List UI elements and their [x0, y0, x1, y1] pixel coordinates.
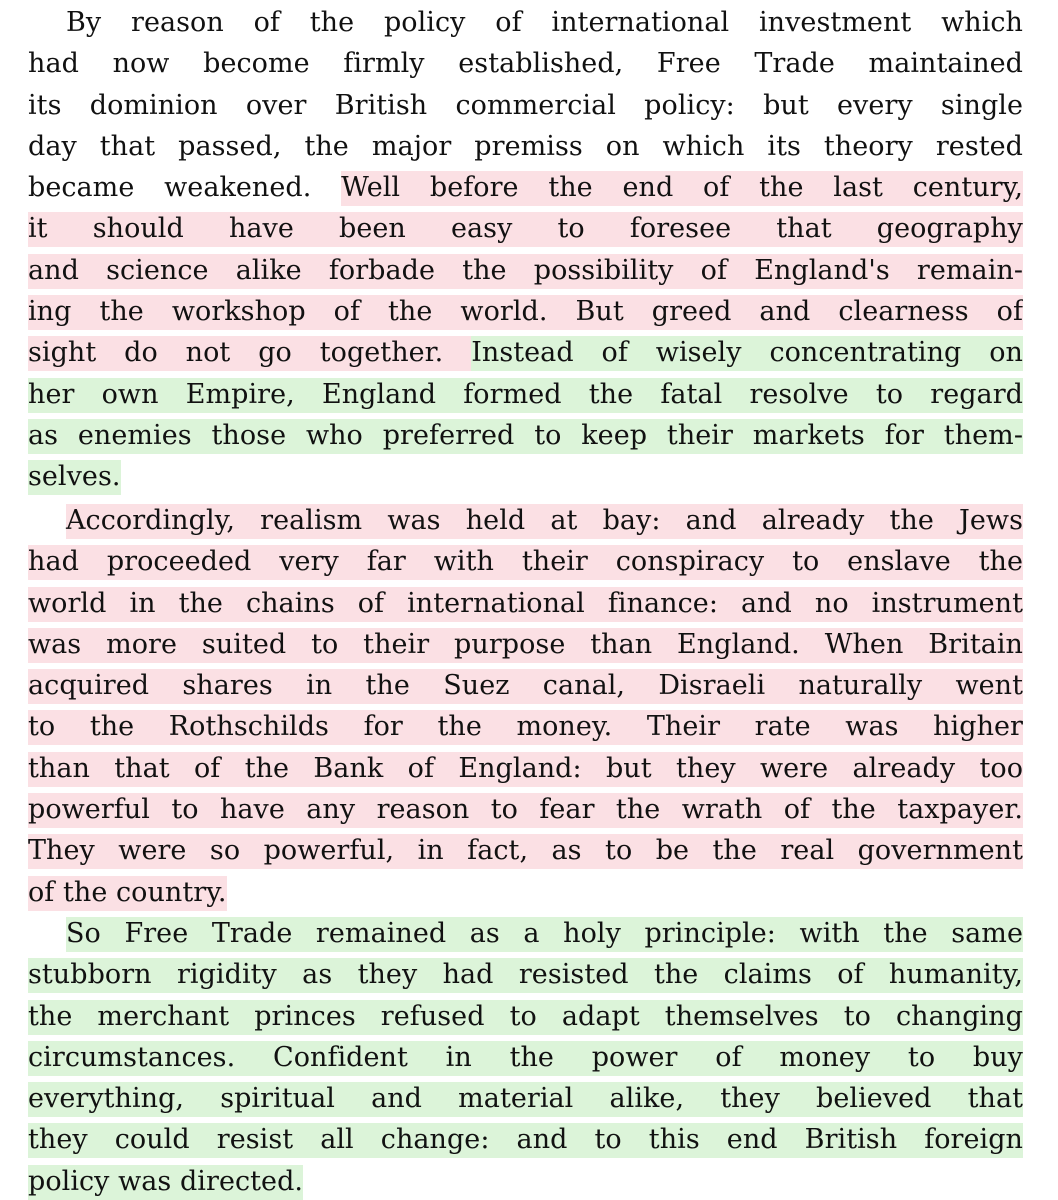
paragraph-realism-held-at-bay: [28, 500, 1023, 913]
green-highlight-segment: the merchant princes refused to adapt themselves to changing: [28, 1000, 1023, 1035]
red-highlight-segment: than that of the Bank of England: but they were already too: [28, 752, 1023, 787]
red-highlight-segment: of the country.: [28, 876, 227, 911]
text-line: [28, 291, 1023, 332]
text-line: [28, 1119, 1023, 1160]
text-line: [28, 541, 1023, 582]
line-text: [28, 789, 1023, 830]
green-highlight-segment: circumstances. Confident in the power of money to buy: [28, 1041, 1023, 1076]
text-line: [28, 126, 1023, 167]
book-page: [28, 0, 1023, 1200]
text-line: [28, 415, 1023, 456]
green-highlight-segment: stubborn rigidity as they had resisted the claims of humanity,: [28, 958, 1023, 993]
text-line: [28, 374, 1023, 415]
line-text: [28, 43, 1023, 84]
text-line: [28, 332, 1023, 373]
line-text: [28, 541, 1023, 582]
red-highlight-segment: it should have been easy to foresee that geography: [28, 212, 1023, 247]
line-text: [28, 332, 1023, 373]
green-highlight-segment: they could resist all change: and to this end British foreign: [28, 1123, 1023, 1158]
green-highlight-segment: So Free Trade remained as a holy principle: with the same: [66, 917, 1023, 952]
green-highlight-segment: her own Empire, England formed the fatal resolve to regard: [28, 378, 1023, 413]
red-highlight-segment: had proceeded very far with their conspiracy to enslave the: [28, 545, 1023, 580]
text-line: [28, 85, 1023, 126]
green-highlight-segment: everything, spiritual and material alike, they believed that: [28, 1082, 1023, 1117]
text-segment: its dominion over British commercial policy: but every single: [28, 89, 1023, 121]
line-text: [28, 624, 1023, 665]
line-text: [28, 456, 121, 497]
text-line: [28, 1161, 1023, 1200]
text-line: [28, 500, 1023, 541]
text-line: [28, 167, 1023, 208]
green-highlight-segment: selves.: [28, 460, 121, 495]
text-line: [28, 583, 1023, 624]
red-highlight-segment: powerful to have any reason to fear the wrath of the taxpayer.: [28, 793, 1023, 828]
red-highlight-segment: Accordingly, realism was held at bay: and already the Jews: [66, 504, 1023, 539]
text-line: [28, 2, 1023, 43]
text-line: [28, 208, 1023, 249]
green-highlight-segment: Instead of wisely concentrating on: [471, 336, 1023, 371]
text-segment: day that passed, the major premiss on which its theory rested: [28, 130, 1023, 162]
text-line: [28, 250, 1023, 291]
red-highlight-segment: world in the chains of international finance: and no instrument: [28, 587, 1023, 622]
line-text: [28, 706, 1023, 747]
text-line: [28, 996, 1023, 1037]
text-segment: By reason of the policy of international investment which: [66, 7, 1023, 38]
line-text: [28, 583, 1023, 624]
red-highlight-segment: and science alike forbade the possibility of England's remain-: [28, 254, 1023, 289]
text-line: [28, 913, 1023, 954]
red-highlight-segment: ing the workshop of the world. But greed and clearness of: [28, 295, 1023, 330]
text-segment: became weakened.: [28, 172, 342, 204]
text-line: [28, 954, 1023, 995]
text-line: [28, 624, 1023, 665]
red-highlight-segment: Well before the end of the last century,: [341, 171, 1023, 206]
line-text: [66, 500, 1023, 541]
line-text: [28, 830, 1023, 871]
text-line: [28, 706, 1023, 747]
line-text: [28, 415, 1023, 456]
text-line: [28, 1037, 1023, 1078]
text-line: [28, 43, 1023, 84]
line-text: [28, 250, 1023, 291]
red-highlight-segment: to the Rothschilds for the money. Their rate was higher: [28, 710, 1023, 745]
text-line: [28, 665, 1023, 706]
line-text: [28, 872, 227, 913]
red-highlight-segment: was more suited to their purpose than England. When Britain: [28, 628, 1023, 663]
text-line: [28, 1078, 1023, 1119]
red-highlight-segment: acquired shares in the Suez canal, Disraeli naturally went: [28, 669, 1023, 704]
line-text: [28, 85, 1023, 126]
line-text: [66, 2, 1023, 43]
line-text: [28, 1078, 1023, 1119]
line-text: [28, 665, 1023, 706]
line-text: [28, 954, 1023, 995]
line-text: [28, 1161, 303, 1200]
green-highlight-segment: policy was directed.: [28, 1165, 303, 1200]
line-text: [66, 913, 1023, 954]
line-text: [28, 167, 1023, 208]
line-text: [28, 208, 1023, 249]
green-highlight-segment: as enemies those who preferred to keep their markets for them-: [28, 419, 1023, 454]
text-line: [28, 748, 1023, 789]
line-text: [28, 996, 1023, 1037]
text-segment: had now become firmly established, Free Trade maintained: [28, 48, 1023, 80]
line-text: [28, 1119, 1023, 1160]
red-highlight-segment: They were so powerful, in fact, as to be the real government: [28, 834, 1023, 869]
text-line: [28, 456, 1023, 497]
paragraph-free-trade-dominion: [28, 2, 1023, 498]
text-line: [28, 830, 1023, 871]
text-line: [28, 789, 1023, 830]
line-text: [28, 126, 1023, 167]
red-highlight-segment: sight do not go together.: [28, 336, 471, 371]
line-text: [28, 374, 1023, 415]
line-text: [28, 291, 1023, 332]
line-text: [28, 748, 1023, 789]
paragraph-holy-principle: [28, 913, 1023, 1200]
line-text: [28, 1037, 1023, 1078]
text-line: [28, 872, 1023, 913]
